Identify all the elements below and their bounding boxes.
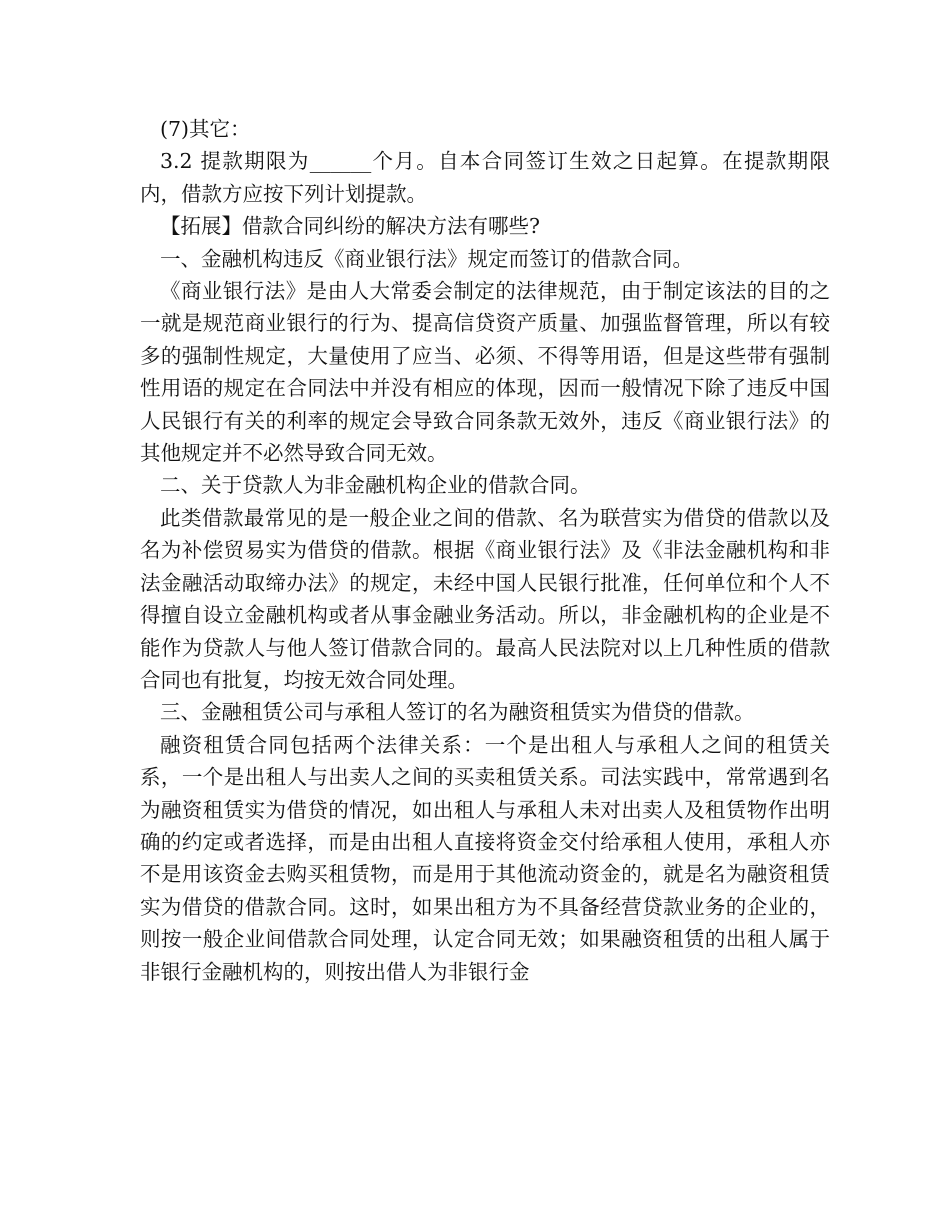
paragraph-section-one-heading: 一、金融机构违反《商业银行法》规定而签订的借款合同。 — [160, 246, 693, 271]
paragraph-section-two-body: 此类借款最常见的是一般企业之间的借款、名为联营实为借贷的借款以及名为补偿贸易实为借贷的借款。根据《商业银行法》及《非法金融机构和非法金融活动取缔办法》的规定，未经中国人民银行批准，任何单位和个人不得擅自设立金融机构或者从事金融业务活动。所以，非金融机构的企业是不能作为贷款人与他人签订借款合同的。最高人民法院对以上几种性质的借款合同也有批复，均按无效合同处理。 — [140, 505, 830, 692]
paragraph-extension-heading: 【拓展】借款合同纠纷的解决方法有哪些? — [160, 214, 540, 239]
paragraph-other-item: (7)其它： — [160, 117, 251, 141]
document-body — [140, 113, 830, 988]
paragraph-section-one-body: 《商业银行法》是由人大常委会制定的法律规范，由于制定该法的目的之一就是规范商业银行的行为、提高信贷资产质量、加强监督管理，所以有较多的强制性规定，大量使用了应当、必须、不得等用语，但是这些带有强制性用语的规定在合同法中并没有相应的体现，因而一般情况下除了违反中国人民银行有关的利率的规定会导致合同条款无效外，违反《商业银行法》的其他规定并不必然导致合同无效。 — [140, 279, 830, 466]
paragraph-withdrawal-period: 3.2 提款期限为______个月。自本合同签订生效之日起算。在提款期限内，借款方应按下列计划提款。 — [140, 149, 830, 206]
paragraph-section-three-heading: 三、金融租赁公司与承租人签订的名为融资租赁实为借贷的借款。 — [160, 700, 755, 725]
paragraph-section-three-body: 融资租赁合同包括两个法律关系：一个是出租人与承租人之间的租赁关系，一个是出租人与出卖人之间的买卖租赁关系。司法实践中，常常遇到名为融资租赁实为借贷的情况，如出租人与承租人未对出卖人及租赁物作出明确的约定或者选择，而是由出租人直接将资金交付给承租人使用，承租人亦不是用该资金去购买租赁物，而是用于其他流动资金的，就是名为融资租赁实为借贷的借款合同。这时，如果出租方为不具备经营贷款业务的企业的，则按一般企业间借款合同处理，认定合同无效；如果融资租赁的出租人属于非银行金融机构的，则按出借人为非银行金 — [140, 732, 830, 984]
paragraph-section-two-heading: 二、关于贷款人为非金融机构企业的借款合同。 — [160, 473, 591, 498]
